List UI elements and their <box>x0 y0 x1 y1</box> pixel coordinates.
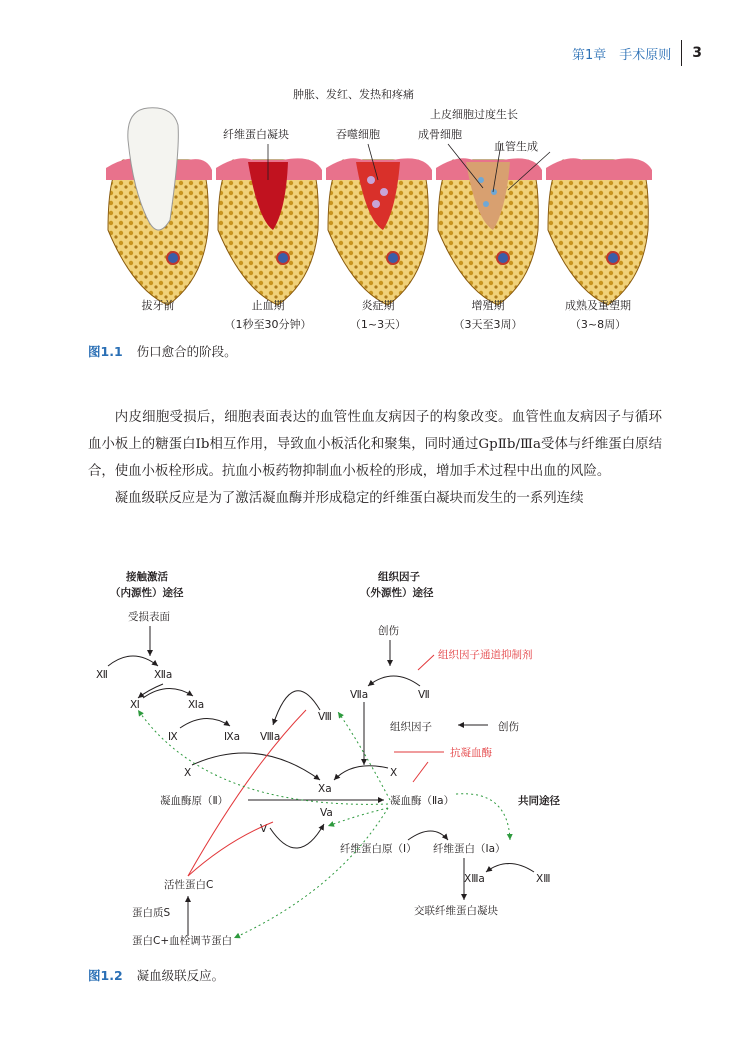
figure-1-1-caption <box>88 342 237 360</box>
antithrombin-label: 抗凝血酶 <box>450 747 492 759</box>
factor-viii: Ⅷ <box>318 711 332 723</box>
intrinsic-subtitle: （内源性）途径 <box>110 587 184 599</box>
arrow <box>408 831 448 840</box>
stage-time: （3天至3周） <box>453 318 523 331</box>
stage-name: 炎症期 <box>361 299 395 312</box>
fibrinogen-label: 纤维蛋白原（Ⅰ） <box>340 843 417 855</box>
protein-s-label: 蛋白质S <box>132 907 171 919</box>
callout-phagocyte: 吞噬细胞 <box>336 128 380 141</box>
stage-maturation-image <box>546 158 652 305</box>
arrow <box>108 656 158 666</box>
factor-xiiia: ⅩⅢa <box>464 873 485 885</box>
stage-name: 拔牙前 <box>141 299 175 312</box>
factor-va: Va <box>320 807 333 819</box>
crosslinked-fibrin-label: 交联纤维蛋白凝块 <box>414 905 498 917</box>
factor-xia: Ⅺa <box>188 699 205 711</box>
callout-osteoblast: 成骨细胞 <box>418 128 462 141</box>
factor-ixa: Ⅸa <box>224 731 241 743</box>
common-pathway-label: 共同途径 <box>518 795 560 807</box>
callout-epithelial: 上皮细胞过度生长 <box>430 108 518 121</box>
callout-fibrin-clot: 纤维蛋白凝块 <box>223 128 289 141</box>
stage-label <box>103 296 213 315</box>
caption-text: 凝血级联反应。 <box>136 968 225 983</box>
extrinsic-subtitle: （外源性）途径 <box>360 587 434 599</box>
inhibit-line <box>413 762 428 782</box>
factor-xi: Ⅺ <box>130 699 140 711</box>
factor-ix: Ⅸ <box>168 731 178 743</box>
paragraph: 内皮细胞受损后，细胞表面表达的血管性血友病因子的构象改变。血管性血友病因子与循环血小板上的糖蛋白Ⅰb相互作用，导致血小板活化和聚集，同时通过GpⅡb/Ⅲa受体与纤维蛋白原结合，使血小板栓形成。抗血小板药物抑制血小板栓的形成，增加手术过程中出血的风险。 <box>88 410 662 479</box>
caption-number: 图1.2 <box>88 968 123 983</box>
factor-x-right: X <box>390 767 398 779</box>
trauma-label-2: 创伤 <box>498 721 519 733</box>
caption-number: 图1.1 <box>88 344 123 359</box>
header-divider <box>681 40 682 66</box>
page-header <box>572 40 702 66</box>
factor-v: V <box>260 823 268 835</box>
coagulation-diagram <box>88 560 688 960</box>
chapter-title: 第1章 手术原则 <box>571 47 672 63</box>
arrow <box>368 676 420 686</box>
arrow <box>192 753 320 780</box>
factor-xa: Xa <box>318 783 332 795</box>
factor-xiii: ⅩⅢ <box>536 873 551 885</box>
stage-name: 增殖期 <box>471 299 505 312</box>
prothrombin-label: 凝血酶原（Ⅱ） <box>160 795 229 807</box>
thrombin-label: 凝血酶（Ⅱa） <box>390 795 455 807</box>
stage-time: （1~3天） <box>349 318 407 331</box>
tissue-factor-label: 组织因子 <box>390 721 432 733</box>
stage-pre-extraction-image <box>106 108 212 305</box>
feedback-arrow <box>328 808 388 826</box>
factor-vii: Ⅶ <box>418 689 430 701</box>
factor-xii: Ⅻ <box>96 669 108 681</box>
extrinsic-title: 组织因子 <box>378 571 420 583</box>
body-text <box>88 404 662 512</box>
feedback-arrow <box>138 710 388 804</box>
factor-viiia: Ⅷa <box>260 731 281 743</box>
stage-label <box>543 296 653 334</box>
damaged-surface-label: 受损表面 <box>128 611 170 623</box>
stage-time: （1秒至30分钟） <box>224 318 312 331</box>
inhibit-line <box>418 655 434 670</box>
stage-time: （3~8周） <box>569 318 627 331</box>
intrinsic-title: 接触激活 <box>126 571 168 583</box>
stage-proliferation-image <box>436 158 542 305</box>
stage-label <box>433 296 543 334</box>
tf-pathway-inhibitor-label: 组织因子通道抑制剂 <box>438 649 533 661</box>
stage-name: 止血期 <box>251 299 285 312</box>
activated-protein-c-label: 活性蛋白C <box>164 879 214 891</box>
factor-xiia: Ⅻa <box>154 669 173 681</box>
stage-label <box>323 296 433 334</box>
figure-1-2-caption <box>88 966 224 984</box>
fibrin-label: 纤维蛋白（Ⅰa） <box>433 843 506 855</box>
arrow <box>270 824 324 848</box>
page-number: 3 <box>692 45 702 61</box>
trauma-label-1: 创伤 <box>378 625 399 637</box>
inhibit-line <box>188 710 306 876</box>
paragraph: 凝血级联反应是为了激活凝血酶并形成稳定的纤维蛋白凝块而发生的一系列连续 <box>114 491 584 506</box>
feedback-arrow <box>234 808 388 938</box>
stage-label <box>213 296 323 334</box>
arrow <box>334 766 388 780</box>
arrow <box>486 864 534 873</box>
figure-wound-healing <box>88 80 688 340</box>
protein-c-thrombomodulin-label: 蛋白C+血栓调节蛋白 <box>132 935 233 947</box>
figure-coagulation-cascade <box>88 560 688 960</box>
callout-swelling: 肿胀、发红、发热和疼痛 <box>293 88 414 101</box>
arrow <box>138 684 163 698</box>
caption-text: 伤口愈合的阶段。 <box>136 344 237 359</box>
factor-viia: Ⅶa <box>350 689 369 701</box>
stage-name: 成熟及重塑期 <box>565 299 631 312</box>
arrow <box>180 718 230 728</box>
factor-x-left: X <box>184 767 192 779</box>
stage-hemostasis-image <box>216 158 322 305</box>
callout-angiogenesis: 血管生成 <box>494 140 538 153</box>
feedback-arrow <box>456 794 510 840</box>
stage-inflammation-image <box>326 158 432 305</box>
